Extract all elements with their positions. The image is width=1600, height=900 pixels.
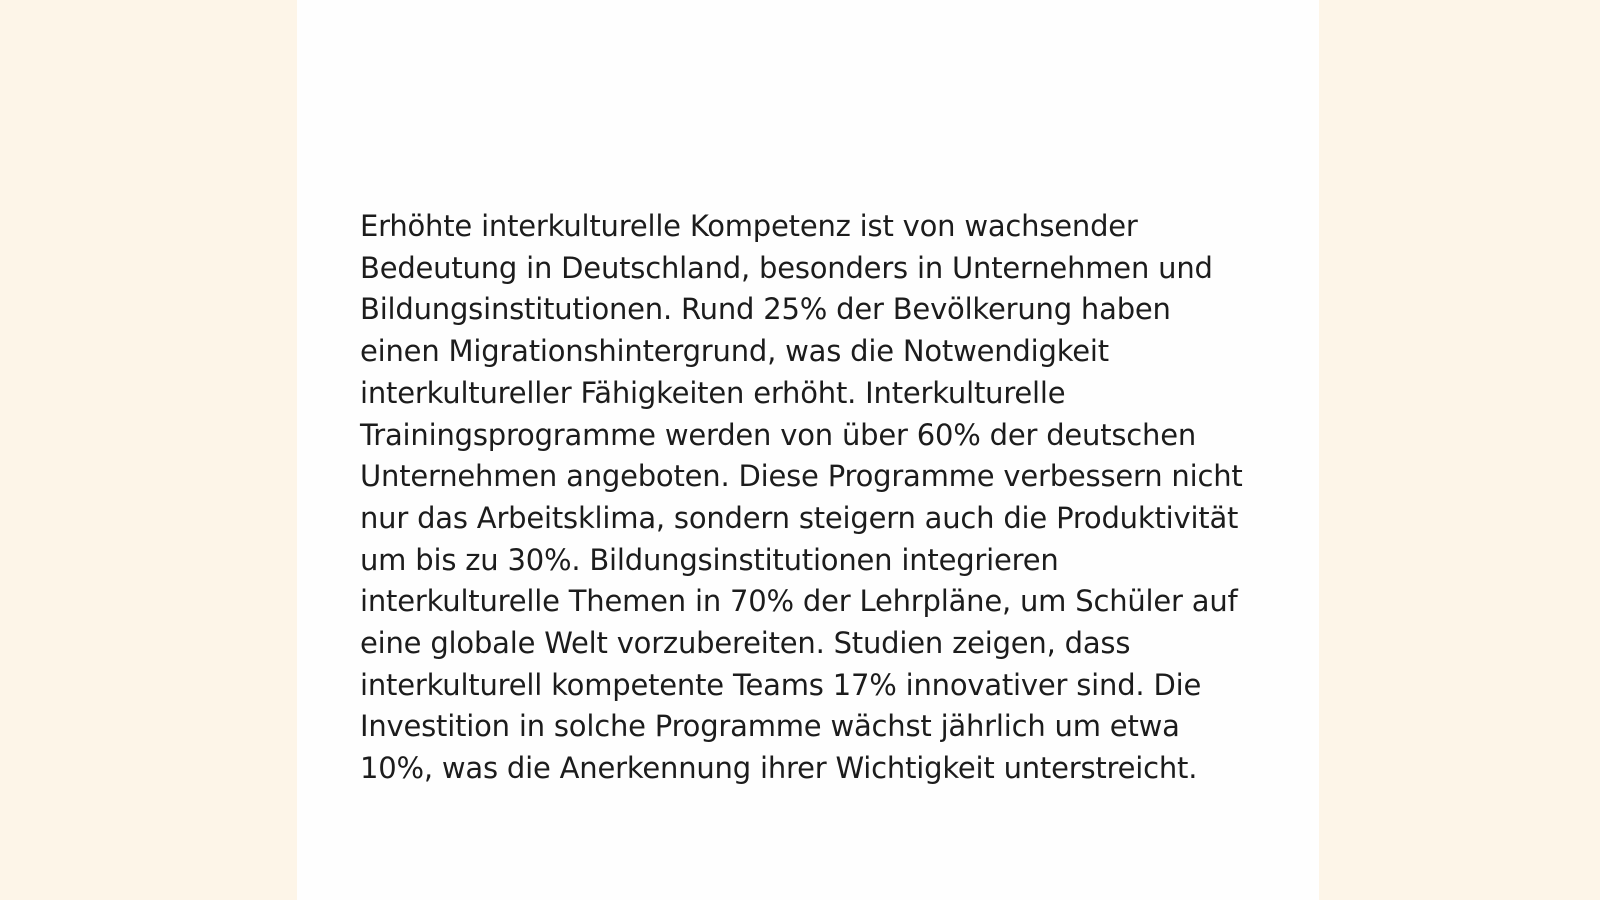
body-paragraph: Erhöhte interkulturelle Kompetenz ist von wachsender Bedeutung in Deutschland, besonders in Unternehmen und Bildungsinstitutionen. Rund 25% der Bevölkerung haben einen Migrationshintergrund, was die Notwendigkeit interkultureller Fähigkeiten erhöht. Interkulturelle Trainingsprogramme werden von über 60% der deutschen Unternehmen angeboten. Diese Programme verbessern nicht nur das Arbeitsklima, sondern steigern auch die Produktivität um bis zu 30%. Bildungsinstitutionen integrieren interkulturelle Themen in 70% der Lehrpläne, um Schüler auf eine globale Welt vorzubereiten. Studien zeigen, dass interkulturell kompetente Teams 17% innovativer sind. Die Investition in solche Programme wächst jährlich um etwa 10%, was die Anerkennung ihrer Wichtigkeit unterstreicht. — [360, 209, 1243, 786]
document-page — [297, 0, 1319, 900]
